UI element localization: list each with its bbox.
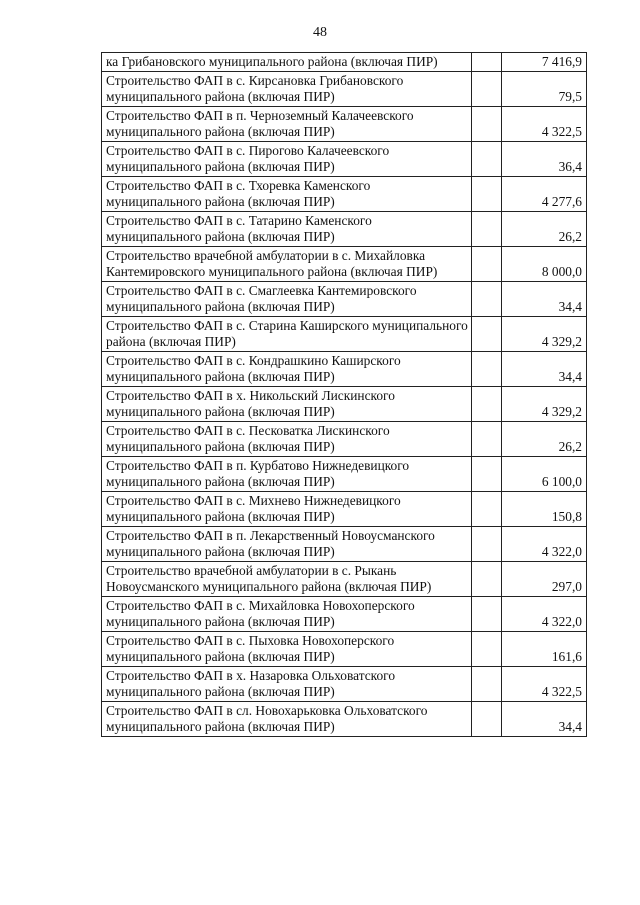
row-description-cell: [102, 492, 472, 527]
row-description: Строительство ФАП в п. Лекарственный Новоусманского муниципального района (включая ПИР): [106, 528, 435, 559]
table-row: [102, 492, 587, 527]
row-description-cell: [102, 667, 472, 702]
budget-table: [101, 52, 587, 737]
row-empty-cell: [472, 317, 502, 352]
row-description-cell: [102, 53, 472, 72]
row-value: 4 322,0: [502, 527, 587, 562]
table-row: [102, 317, 587, 352]
row-description: Строительство врачебной амбулатории в с. Михайловка Кантемировского муниципального района (включая ПИР): [106, 248, 438, 279]
table-row: [102, 562, 587, 597]
table-row: [102, 352, 587, 387]
row-empty-cell: [472, 562, 502, 597]
row-empty-cell: [472, 527, 502, 562]
row-empty-cell: [472, 247, 502, 282]
row-empty-cell: [472, 212, 502, 247]
table-row: [102, 527, 587, 562]
row-description: Строительство ФАП в с. Смаглеевка Кантемировского муниципального района (включая ПИР): [106, 283, 417, 314]
row-description-cell: [102, 457, 472, 492]
table-row: [102, 597, 587, 632]
table-row: [102, 107, 587, 142]
row-value: 7 416,9: [502, 53, 587, 72]
row-value: 6 100,0: [502, 457, 587, 492]
row-description: Строительство ФАП в х. Назаровка Ольховатского муниципального района (включая ПИР): [106, 668, 396, 699]
row-empty-cell: [472, 597, 502, 632]
row-value: 34,4: [502, 702, 587, 737]
budget-table-body: [102, 53, 587, 737]
row-description-cell: [102, 702, 472, 737]
row-description-cell: [102, 247, 472, 282]
row-description-cell: [102, 352, 472, 387]
row-empty-cell: [472, 632, 502, 667]
row-value: 4 329,2: [502, 317, 587, 352]
row-description: ка Грибановского муниципального района (включая ПИР): [106, 54, 438, 69]
row-description-cell: [102, 317, 472, 352]
table-row: [102, 667, 587, 702]
row-value: 150,8: [502, 492, 587, 527]
row-empty-cell: [472, 53, 502, 72]
row-empty-cell: [472, 667, 502, 702]
row-description: Строительство ФАП в п. Курбатово Нижнедевицкого муниципального района (включая ПИР): [106, 458, 410, 489]
row-description: Строительство ФАП в сл. Новохарьковка Ольховатского муниципального района (включая ПИР): [106, 703, 428, 734]
table-row: [102, 282, 587, 317]
row-description: Строительство ФАП в с. Михайловка Новохоперского муниципального района (включая ПИР): [106, 598, 415, 629]
row-empty-cell: [472, 107, 502, 142]
row-description-cell: [102, 527, 472, 562]
table-row: [102, 247, 587, 282]
row-description: Строительство ФАП в с. Пирогово Калачеевского муниципального района (включая ПИР): [106, 143, 390, 174]
row-description-cell: [102, 72, 472, 107]
table-row: [102, 72, 587, 107]
row-empty-cell: [472, 702, 502, 737]
row-description: Строительство ФАП в с. Кондрашкино Каширского муниципального района (включая ПИР): [106, 353, 401, 384]
row-empty-cell: [472, 142, 502, 177]
row-empty-cell: [472, 492, 502, 527]
row-description-cell: [102, 562, 472, 597]
row-description: Строительство ФАП в п. Черноземный Калачеевского муниципального района (включая ПИР): [106, 108, 414, 139]
table-row: [102, 387, 587, 422]
row-description-cell: [102, 597, 472, 632]
row-description: Строительство ФАП в с. Михнево Нижнедевицкого муниципального района (включая ПИР): [106, 493, 401, 524]
row-value: 4 322,5: [502, 107, 587, 142]
row-description: Строительство врачебной амбулатории в с. Рыкань Новоусманского муниципального района (включая ПИР): [106, 563, 432, 594]
row-value: 79,5: [502, 72, 587, 107]
table-row: [102, 177, 587, 212]
row-description-cell: [102, 107, 472, 142]
row-empty-cell: [472, 352, 502, 387]
row-empty-cell: [472, 457, 502, 492]
row-value: 4 322,5: [502, 667, 587, 702]
row-description: Строительство ФАП в с. Пыховка Новохоперского муниципального района (включая ПИР): [106, 633, 395, 664]
row-empty-cell: [472, 387, 502, 422]
row-empty-cell: [472, 72, 502, 107]
row-value: 8 000,0: [502, 247, 587, 282]
row-value: 4 277,6: [502, 177, 587, 212]
row-value: 26,2: [502, 212, 587, 247]
row-description-cell: [102, 212, 472, 247]
row-description: Строительство ФАП в с. Песковатка Лискинского муниципального района (включая ПИР): [106, 423, 390, 454]
row-value: 4 329,2: [502, 387, 587, 422]
row-description-cell: [102, 177, 472, 212]
row-value: 26,2: [502, 422, 587, 457]
row-empty-cell: [472, 422, 502, 457]
table-row: [102, 53, 587, 72]
page-number: 48: [313, 25, 327, 40]
row-description-cell: [102, 422, 472, 457]
row-value: 34,4: [502, 352, 587, 387]
table-row: [102, 702, 587, 737]
row-value: 4 322,0: [502, 597, 587, 632]
row-value: 161,6: [502, 632, 587, 667]
row-description-cell: [102, 142, 472, 177]
row-value: 36,4: [502, 142, 587, 177]
row-value: 297,0: [502, 562, 587, 597]
row-description-cell: [102, 632, 472, 667]
row-empty-cell: [472, 282, 502, 317]
table-row: [102, 142, 587, 177]
row-description: Строительство ФАП в с. Кирсановка Грибановского муниципального района (включая ПИР): [106, 73, 404, 104]
table-row: [102, 632, 587, 667]
row-description-cell: [102, 282, 472, 317]
table-row: [102, 212, 587, 247]
row-empty-cell: [472, 177, 502, 212]
row-description: Строительство ФАП в с. Тхоревка Каменского муниципального района (включая ПИР): [106, 178, 371, 209]
row-description-cell: [102, 387, 472, 422]
row-description: Строительство ФАП в с. Татарино Каменского муниципального района (включая ПИР): [106, 213, 372, 244]
row-description: Строительство ФАП в с. Старина Каширского муниципального района (включая ПИР): [106, 318, 468, 349]
table-row: [102, 422, 587, 457]
row-description: Строительство ФАП в х. Никольский Лискинского муниципального района (включая ПИР): [106, 388, 395, 419]
row-value: 34,4: [502, 282, 587, 317]
table-row: [102, 457, 587, 492]
